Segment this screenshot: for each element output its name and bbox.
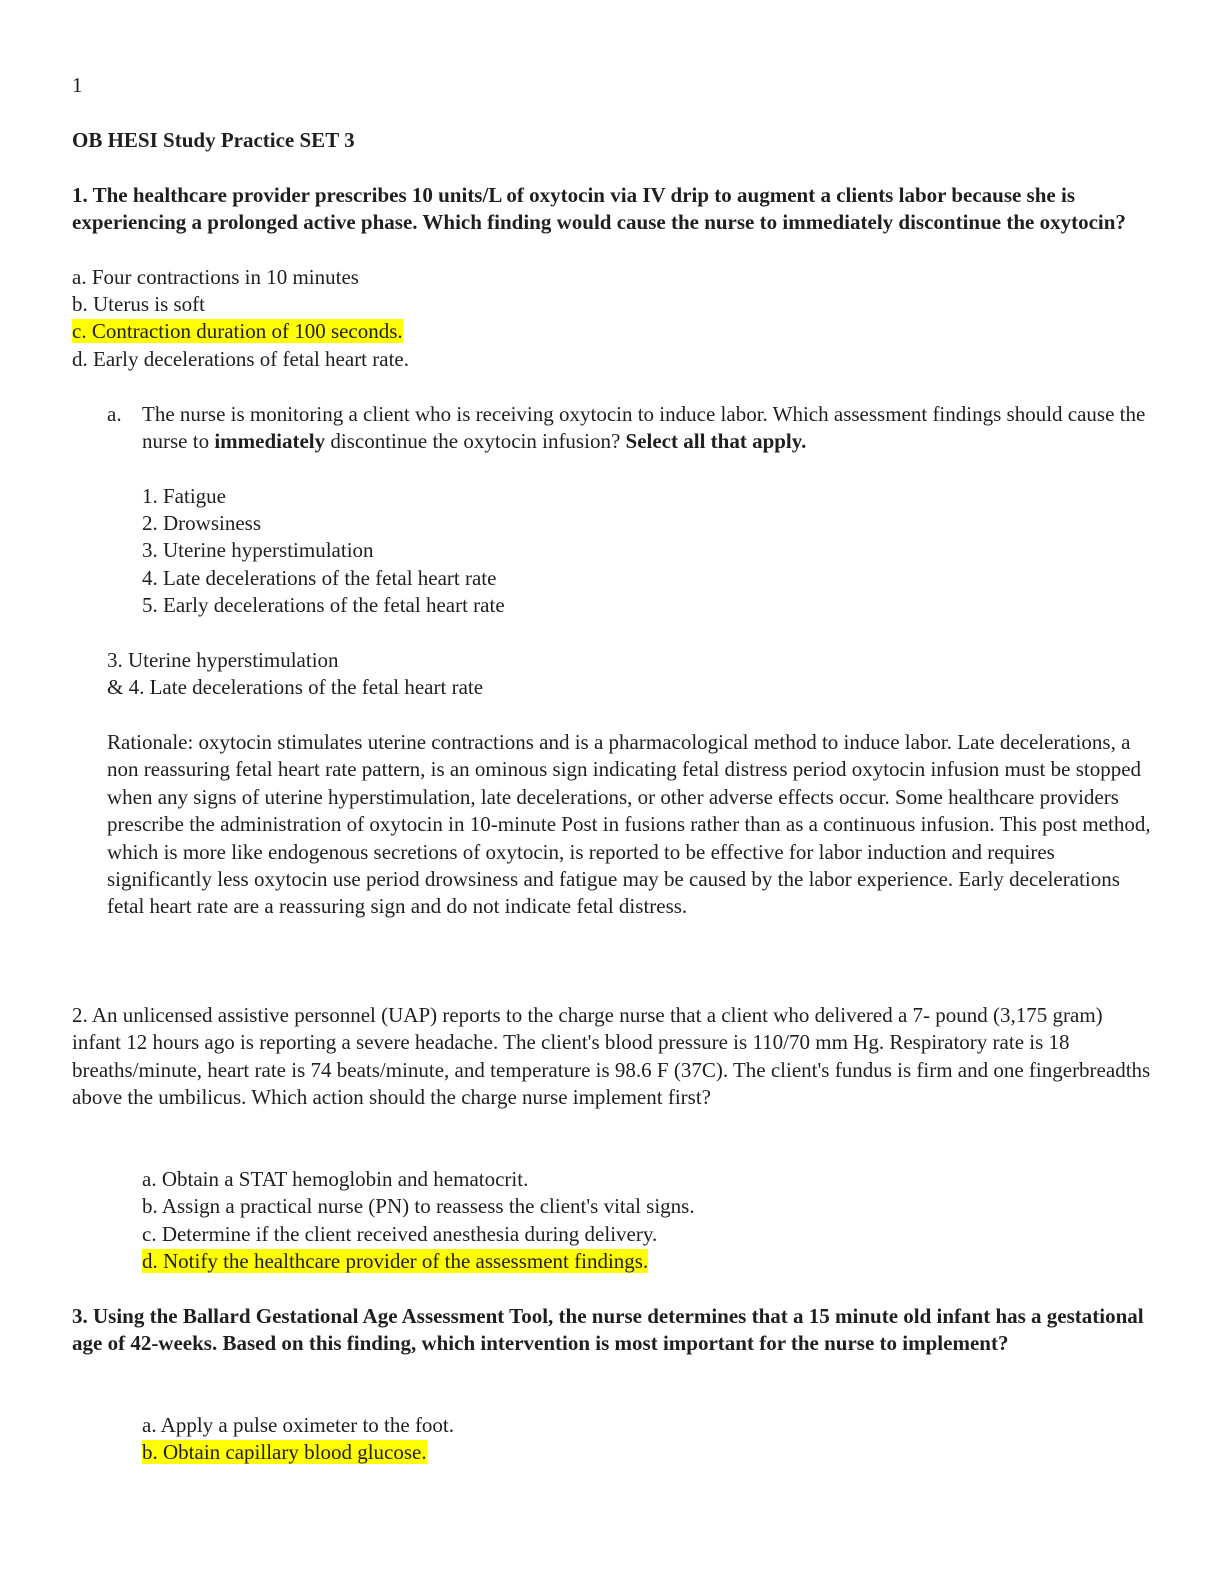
q1a-option-4: 4. Late decelerations of the fetal heart rate	[142, 566, 497, 590]
q1-option-b: b. Uterus is soft	[72, 292, 205, 316]
q1-stem: 1. The healthcare provider prescribes 10 units/L of oxytocin via IV drip to augment a clients labor because she is experiencing a prolonged active phase. Which finding would cause the nurse to immediately discontinue the oxytocin?	[72, 183, 1126, 235]
answer-highlight: b. Obtain capillary blood glucose.	[142, 1440, 427, 1464]
q1a-option-3: 3. Uterine hyperstimulation	[142, 538, 374, 562]
page-number: 1	[72, 73, 83, 97]
q1a-marker: a.	[107, 402, 122, 426]
q1a-option-5: 5. Early decelerations of the fetal heart rate	[142, 593, 505, 617]
q2-option-b: b. Assign a practical nurse (PN) to reassess the client's vital signs.	[142, 1194, 695, 1218]
q1a-answer-line-1: 3. Uterine hyperstimulation	[107, 648, 339, 672]
q3-option-b-answer	[142, 1439, 1152, 1466]
q1a-option-2: 2. Drowsiness	[142, 511, 261, 535]
q1a-rationale: Rationale: oxytocin stimulates uterine contractions and is a pharmacological method to induce labor. Late decelerations, a non reassuring fetal heart rate pattern, is an ominous sign indicating fetal distress period oxytocin infusion must be stopped when any signs of uterine hyperstimulation, late decelerations, or other adverse effects occur. Some healthcare providers prescribe the administration of oxytocin in 10-minute Post in fusions rather than as a continuous infusion. This post method, which is more like endogenous secretions of oxytocin, is reported to be effective for labor induction and requires significantly less oxytocin use period drowsiness and fatigue may be caused by the labor experience. Early decelerations fetal heart rate are a reassuring sign and do not indicate fetal distress.	[107, 730, 1151, 919]
q2-stem: 2. An unlicensed assistive personnel (UAP) reports to the charge nurse that a client who delivered a 7- pound (3,175 gram) infant 12 hours ago is reporting a severe headache. The client's blood pressure is 110/70 mm Hg. Respiratory rate is 18 breaths/minute, heart rate is 74 beats/minute, and temperature is 98.6 F (37C). The client's fundus is firm and one fingerbreadths above the umbilicus. Which action should the charge nurse implement first?	[72, 1003, 1151, 1110]
q1a-stem: The nurse is monitoring a client who is receiving oxytocin to induce labor. Which assessment findings should cause the nurse to immediately discontinue the oxytocin infusion? Select all that apply.	[142, 402, 1146, 454]
q1a-answer-line-2: & 4. Late decelerations of the fetal heart rate	[107, 675, 484, 699]
answer-highlight: d. Notify the healthcare provider of the assessment findings.	[142, 1249, 649, 1273]
q2-option-a: a. Obtain a STAT hemoglobin and hematocrit.	[142, 1167, 529, 1191]
answer-highlight: c. Contraction duration of 100 seconds.	[72, 319, 403, 343]
page-title: OB HESI Study Practice SET 3	[72, 128, 355, 152]
q3-option-a: a. Apply a pulse oximeter to the foot.	[142, 1413, 455, 1437]
q1a-option-1: 1. Fatigue	[142, 484, 226, 508]
q1-option-c-answer	[72, 318, 1152, 345]
q1a-stem-item	[107, 401, 1152, 456]
q2-option-d-answer	[142, 1248, 1152, 1275]
q1-option-d: d. Early decelerations of fetal heart rate.	[72, 347, 409, 371]
q2-option-c: c. Determine if the client received anesthesia during delivery.	[142, 1222, 658, 1246]
q1-option-a: a. Four contractions in 10 minutes	[72, 265, 359, 289]
q3-stem: 3. Using the Ballard Gestational Age Assessment Tool, the nurse determines that a 15 minute old infant has a gestational age of 42-weeks. Based on this finding, which intervention is most important for the nurse to implement?	[72, 1304, 1144, 1356]
